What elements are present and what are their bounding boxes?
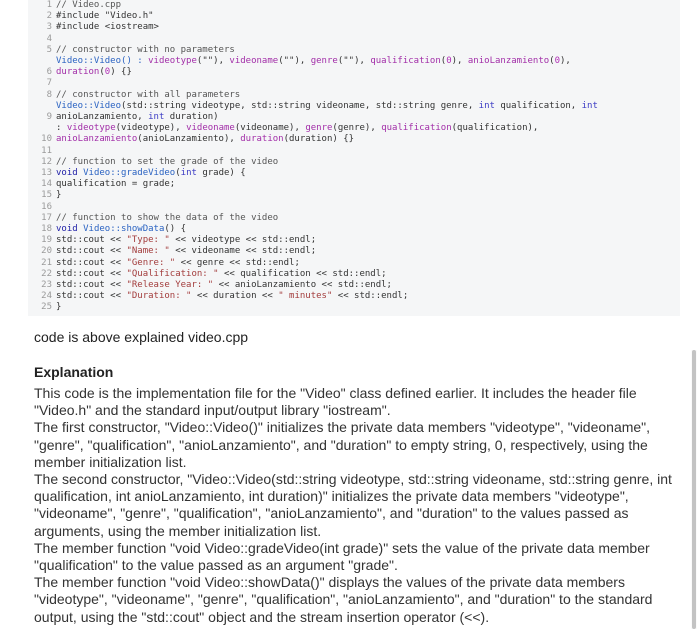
- code-line: [28, 224, 186, 235]
- code-token: :: [56, 123, 67, 134]
- code-token: void: [56, 168, 78, 178]
- code-line: [28, 146, 56, 157]
- line-number: 16: [41, 201, 52, 212]
- code-token: std::cout <<: [56, 280, 127, 290]
- scrollbar-thumb[interactable]: [692, 350, 696, 629]
- code-text: [56, 112, 219, 122]
- code-text: [56, 67, 132, 77]
- code-token: duration: [240, 134, 284, 145]
- code-text: [56, 269, 387, 279]
- code-token: ) {}: [110, 67, 132, 78]
- code-token: std::cout <<: [56, 268, 127, 279]
- code-line: [28, 112, 219, 123]
- line-number: 18: [41, 224, 52, 234]
- code-caption: code is above explained video.cpp: [34, 329, 249, 345]
- code-line: [28, 78, 56, 89]
- code-token: std::cout <<: [56, 257, 127, 268]
- code-token: 0: [446, 56, 452, 66]
- code-token: (""),: [278, 56, 311, 66]
- code-token: (""),: [196, 56, 230, 66]
- code-line: [28, 269, 387, 280]
- code-text: [56, 258, 300, 268]
- code-text: [56, 45, 235, 55]
- code-text: [56, 0, 121, 10]
- code-token: (anioLanzamiento),: [137, 134, 241, 145]
- code-line: [28, 11, 154, 22]
- code-token: Video::Video() :: [56, 56, 149, 66]
- line-number: 12: [41, 156, 52, 167]
- code-token: int: [148, 112, 165, 122]
- code-token: // function to set the grade of the video: [56, 156, 279, 167]
- line-number: 4: [46, 33, 52, 44]
- code-token: (: [440, 56, 447, 66]
- code-line: [28, 246, 316, 257]
- line-number: 21: [41, 257, 52, 268]
- code-line: [28, 157, 278, 168]
- code-line: [28, 67, 132, 78]
- code-token: (videoname),: [234, 123, 306, 134]
- line-number: 19: [41, 235, 52, 246]
- code-token: int: [581, 100, 598, 111]
- code-text: [56, 291, 408, 301]
- code-token: }: [56, 302, 62, 313]
- code-token: // Video.cpp: [56, 0, 122, 10]
- code-text: [56, 280, 392, 290]
- code-token: << genre << std::endl;: [175, 257, 300, 268]
- explanation-body: [34, 385, 686, 626]
- code-line: [28, 190, 61, 201]
- explanation-paragraph: The first constructor, "Video::Video()" initializes the private data members "videotype", "videoname", "genre", "qualification", "anioLanzamiento", and "duration" to empty string, 0, respectively, using the member initialization list.: [34, 419, 651, 470]
- line-number: 17: [41, 212, 52, 223]
- line-number: 13: [41, 168, 52, 178]
- line-number: 3: [46, 22, 52, 33]
- code-token: qualification: [370, 56, 441, 66]
- line-number: 24: [41, 291, 52, 302]
- code-block: [28, 0, 680, 316]
- code-token: anioLanzamiento: [467, 56, 550, 66]
- code-text: [56, 101, 598, 111]
- code-token: void: [56, 224, 78, 234]
- code-line: [28, 291, 408, 302]
- code-token: Video::Video: [56, 100, 122, 111]
- code-token: Video::showData: [83, 224, 165, 234]
- code-token: // constructor with no parameters: [56, 44, 235, 55]
- code-line: [28, 101, 598, 112]
- code-text: [56, 179, 175, 189]
- code-token: // constructor with all parameters: [56, 89, 241, 100]
- code-line: [28, 22, 159, 33]
- explanation-paragraph: This code is the implementation file for the "Video" class defined earlier. It includes the header file "Video.h" and the standard input/output library "iostream".: [34, 385, 637, 419]
- line-number: 11: [41, 145, 52, 156]
- code-token: 0: [554, 56, 561, 66]
- code-text: [56, 56, 571, 66]
- line-number: 1: [46, 0, 52, 10]
- explanation-paragraph: The member function "void Video::showData()" displays the values of the private data members "videotype", "videoname", "genre", "qualification", "anioLanzamiento", and "duration" to the standard output, using the "std::cout" object and the stream insertion operator (<<).: [34, 574, 653, 625]
- code-token: (duration) {}: [283, 134, 355, 145]
- code-token: Video::gradeVideo: [83, 168, 176, 178]
- code-token: genre: [310, 56, 338, 66]
- code-token: videoname: [229, 56, 279, 66]
- code-text: [56, 246, 316, 256]
- code-token: ),: [560, 56, 571, 66]
- code-token: "Type: ": [126, 235, 170, 246]
- code-token: 0: [104, 67, 111, 78]
- code-token: () {: [164, 224, 187, 234]
- code-token: << videoname << std::endl;: [169, 246, 317, 257]
- code-token: (videotype),: [115, 123, 187, 134]
- line-number: 20: [41, 246, 52, 257]
- code-token: "Release Year: ": [126, 280, 214, 290]
- line-number: 2: [46, 11, 52, 22]
- code-token: duration): [164, 112, 219, 122]
- code-token: grade) {: [196, 168, 246, 178]
- code-line: [28, 235, 316, 246]
- code-token: "Qualification: ": [126, 268, 219, 279]
- code-text: [56, 224, 186, 234]
- code-token: qualification: [381, 123, 452, 134]
- code-line: [28, 168, 246, 179]
- code-text: [56, 157, 278, 167]
- code-token: qualification,: [494, 100, 582, 111]
- code-token: int: [478, 100, 495, 111]
- line-number: 14: [41, 179, 52, 190]
- explanation-paragraph: The second constructor, "Video::Video(std::string videotype, std::string videoname, std::string genre, int qualification, int anioLanzamiento, int duration)" initializes the private data members "videotype", "videoname", "genre", "qualification", "anioLanzamiento", and "duration" to the values passed as arguments, using the member initialization list.: [34, 471, 672, 539]
- code-token: #include <iostream>: [56, 22, 159, 33]
- code-line: [28, 179, 175, 190]
- code-token: (qualification),: [451, 123, 539, 134]
- explanation-heading: Explanation: [34, 364, 114, 380]
- code-line: [28, 34, 56, 45]
- code-token: " minutes": [278, 291, 333, 302]
- code-token: << videotype << std::endl;: [169, 235, 317, 246]
- code-text: [56, 11, 154, 21]
- line-number: 7: [46, 78, 52, 89]
- explanation-paragraph: The member function "void Video::gradeVideo(int grade)" sets the value of the private data member "qualification" to the value passed as an argument "grade".: [34, 539, 650, 574]
- code-line: [28, 56, 571, 67]
- code-line: [28, 302, 61, 313]
- code-token: "Name: ": [126, 246, 170, 257]
- code-text: [56, 90, 240, 100]
- code-token: << anioLanzamiento << std::endl;: [213, 280, 392, 290]
- code-text: [56, 213, 278, 223]
- code-line: [28, 45, 235, 56]
- code-token: std::cout <<: [56, 246, 127, 257]
- code-token: }: [56, 190, 62, 201]
- code-text: [56, 302, 61, 312]
- line-number: 8: [46, 89, 52, 100]
- line-number: 10: [41, 134, 52, 145]
- code-token: qualification = grade;: [56, 179, 176, 190]
- line-number: 25: [41, 302, 52, 313]
- code-token: std::cout <<: [56, 291, 127, 302]
- code-text: [56, 134, 354, 144]
- code-token: "Duration: ": [126, 291, 192, 302]
- line-number: 6: [46, 67, 52, 78]
- code-token: anioLanzamiento: [56, 134, 138, 145]
- code-token: genre: [305, 123, 333, 134]
- code-token: std::cout <<: [56, 235, 127, 246]
- line-number: 15: [41, 190, 52, 201]
- code-token: duration: [56, 67, 100, 78]
- code-text: [56, 235, 316, 245]
- code-token: // function to show the data of the video: [56, 212, 279, 223]
- code-line: [28, 123, 538, 134]
- code-text: [56, 190, 61, 200]
- code-token: (: [175, 168, 181, 178]
- code-token: (std::string videotype, std::string videoname, std::string genre,: [121, 100, 479, 111]
- code-token: ),: [451, 56, 468, 66]
- code-token: << duration <<: [191, 291, 279, 302]
- code-token: (genre),: [332, 123, 382, 134]
- code-token: << qualification << std::endl;: [218, 268, 387, 279]
- code-line: [28, 90, 240, 101]
- code-line: [28, 0, 121, 11]
- line-number: 23: [41, 280, 52, 290]
- code-line: [28, 213, 278, 224]
- code-text: [56, 22, 159, 32]
- code-token: (""),: [337, 56, 371, 66]
- code-line: [28, 134, 354, 145]
- code-text: [56, 168, 246, 178]
- code-token: videotype: [148, 56, 197, 66]
- line-number: 22: [41, 268, 52, 279]
- code-token: "Genre: ": [126, 257, 176, 268]
- code-text: [56, 123, 538, 133]
- code-token: anioLanzamiento,: [56, 112, 149, 122]
- code-token: videotype: [66, 123, 116, 134]
- line-number: 5: [46, 44, 52, 55]
- code-token: (: [99, 67, 105, 78]
- line-number: 9: [46, 112, 52, 122]
- code-token: (: [549, 56, 555, 66]
- code-line: [28, 202, 56, 213]
- code-token: int: [180, 168, 197, 178]
- code-token: << std::endl;: [332, 291, 409, 302]
- code-token: #include "Video.h": [56, 11, 154, 22]
- code-token: videoname: [186, 123, 235, 134]
- code-line: [28, 258, 300, 269]
- code-line: [28, 280, 392, 291]
